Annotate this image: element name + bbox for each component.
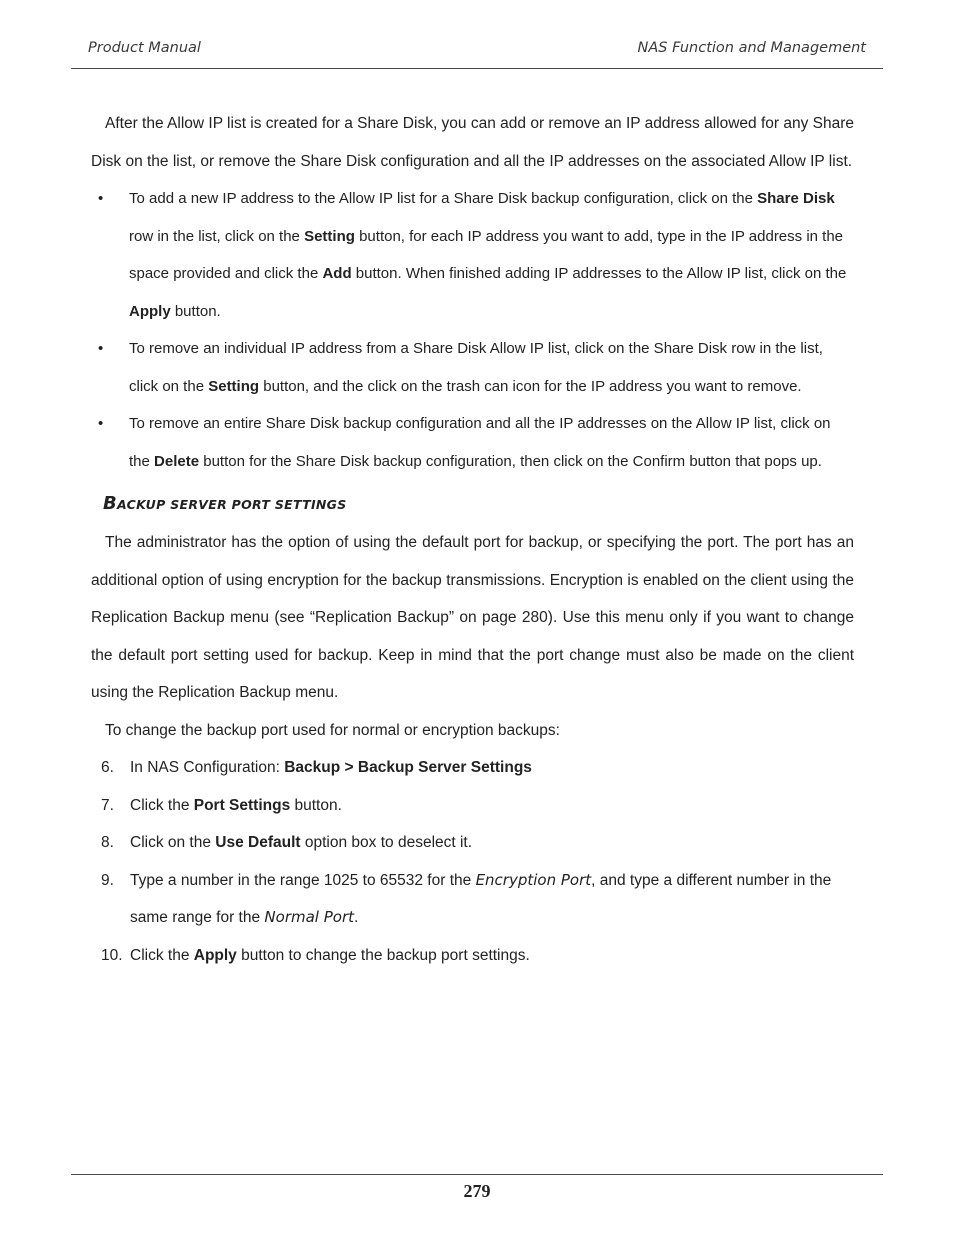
step-item: 10. Click the Apply button to change the backup port settings. [101,946,530,964]
step-item: 7. Click the Port Settings button. [101,796,342,814]
footer-rule [71,1174,883,1175]
steps-intro-paragraph: To change the backup port used for normal or encryption backups: [105,721,560,739]
step-item: 6. In NAS Configuration: Backup > Backup Server Settings [101,759,532,776]
intro-paragraph: After the Allow IP list is created for a Share Disk, you can add or remove an IP address allowed for any Share Disk on the list, or remove the Share Disk configuration and all the IP addresses on the associated Allow IP list. [91,115,854,170]
bullet-item: • To add a new IP address to the Allow IP list for a Share Disk backup configuration, click on the Share Disk row in the list, click on the Setting button, for each IP address you want to add, type in the IP address in the space provided and click the Add button. When finished adding IP addresses to the Allow IP list, click on the Apply button. [91,180,854,330]
page-number: 279 [463,1181,491,1201]
header-right-title: NAS Function and Management [637,40,866,56]
page-header [88,40,866,62]
bullet-marker: • [98,415,104,432]
bullet-item: • To remove an entire Share Disk backup configuration and all the IP addresses on the Allow IP list, click on the Delete button for the Share Disk backup configuration, then click on the Confirm button that pops up. [91,405,854,480]
header-left-title: Product Manual [88,40,201,56]
description-paragraph: The administrator has the option of using the default port for backup, or specifying the port. The port has an additional option of using encryption for the backup transmissions. Encryption is enabled on the client using the Replication Backup menu (see “Replication Backup” on page 280). Use this menu only if you want to change the default port setting used for backup. Keep in mind that the port change must also be made on the client using the Replication Backup menu. [91,534,854,701]
bullet-marker: • [98,340,104,357]
step-item: 9. Type a number in the range 1025 to 65532 for the Encryption Port, and type a different number in the same range for the Normal Port. [101,870,832,926]
bullet-marker: • [98,190,104,207]
header-rule [71,68,883,69]
bullet-item: • To remove an individual IP address from a Share Disk Allow IP list, click on the Share Disk row in the list, click on the Setting button, and the click on the trash can icon for the IP address you want to remove. [91,330,854,405]
step-item: 8. Click on the Use Default option box to deselect it. [101,834,473,851]
page-body [91,105,854,974]
section-heading: BACKUP SERVER PORT SETTINGS [103,493,347,514]
